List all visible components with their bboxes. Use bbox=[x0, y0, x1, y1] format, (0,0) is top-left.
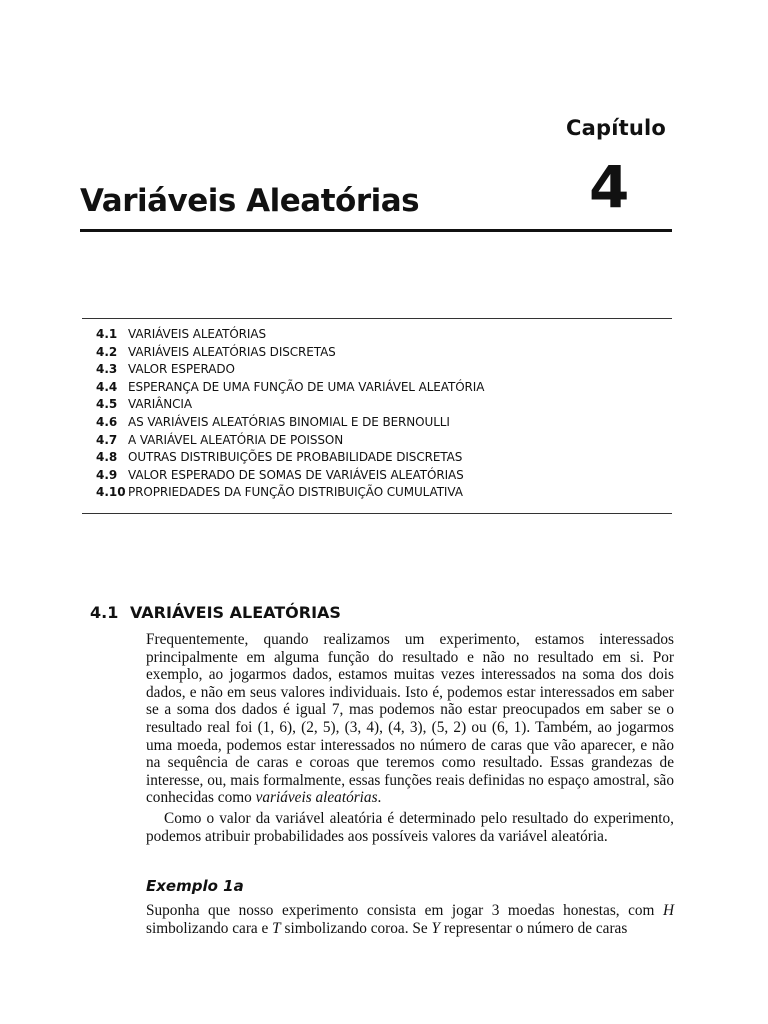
toc-item-title: AS VARIÁVEIS ALEATÓRIAS BINOMIAL E DE BERNOULLI bbox=[128, 414, 450, 429]
toc-item-title: PROPRIEDADES DA FUNÇÃO DISTRIBUIÇÃO CUMULATIVA bbox=[128, 485, 463, 500]
title-rule bbox=[80, 229, 672, 232]
chapter-label: Capítulo bbox=[566, 116, 667, 140]
emphasized-term: variáveis aleatórias bbox=[255, 789, 378, 807]
section-number: 4.1 bbox=[90, 603, 119, 622]
toc-item-number: 4.4 bbox=[96, 379, 118, 394]
example-paragraph bbox=[146, 902, 674, 937]
toc-item-number: 4.3 bbox=[96, 362, 118, 377]
toc-item bbox=[96, 414, 672, 432]
toc-item-title: VARIÂNCIA bbox=[128, 397, 192, 412]
paragraph-text: Frequentemente, quando realizamos um experimento, estamos interessados principalmente em alguma função do resultado e não no resultado em si. Por exemplo, ao jogarmos dados, estamos muitas vezes interessados na soma dos dois dados, e não em seus valores individuais. Isto é, podemos estar interessados em saber se a soma dos dados é igual 7, mas podemos não estar preocupados em saber se o resultado real foi (1, 6), (2, 5), (3, 4), (4, 3), (5, 2) ou (6, 1). Também, ao jogarmos uma moeda, podemos estar interessados no número de caras que vão aparecer, e não na sequência de caras e coroas que teremos como resultado. Essas grandezas de interesse, ou, mais formalmente, essas funções reais definidas no espaço amostral, são conhecidas como bbox=[146, 631, 674, 807]
toc-item bbox=[96, 344, 672, 362]
chapter-title: Variáveis Aleatórias bbox=[80, 183, 420, 219]
toc-item-number: 4.6 bbox=[96, 414, 118, 429]
paragraph-text: . bbox=[377, 789, 382, 807]
paragraph-text: simbolizando coroa. Se bbox=[280, 919, 432, 937]
toc-item bbox=[96, 467, 672, 485]
toc-item-number: 4.7 bbox=[96, 432, 118, 447]
chapter-number: 4 bbox=[589, 153, 630, 221]
math-variable: T bbox=[272, 919, 281, 937]
toc-item bbox=[96, 361, 672, 379]
toc-item-number: 4.5 bbox=[96, 397, 118, 412]
toc-item-title: OUTRAS DISTRIBUIÇÕES DE PROBABILIDADE DISCRETAS bbox=[128, 450, 463, 465]
toc-item-title: VARIÁVEIS ALEATÓRIAS bbox=[128, 327, 266, 341]
toc-item-title: ESPERANÇA DE UMA FUNÇÃO DE UMA VARIÁVEL ALEATÓRIA bbox=[128, 379, 485, 394]
toc-item-number: 4.8 bbox=[96, 450, 118, 465]
section-title: VARIÁVEIS ALEATÓRIAS bbox=[130, 603, 341, 622]
toc-item-number: 4.1 bbox=[96, 327, 118, 341]
toc-item bbox=[96, 326, 672, 344]
toc-item-title: VARIÁVEIS ALEATÓRIAS DISCRETAS bbox=[128, 344, 336, 359]
section-heading bbox=[90, 603, 341, 622]
toc-item bbox=[96, 484, 672, 502]
paragraph-text: simbolizando cara e bbox=[146, 919, 273, 937]
chapter-contents-box bbox=[82, 318, 672, 514]
body-paragraph: Como o valor da variável aleatória é determinado pelo resultado do experimento, podemos atribuir probabilidades aos possíveis valores da variável aleatória. bbox=[146, 810, 674, 845]
example-heading: Exemplo 1a bbox=[146, 877, 244, 895]
toc-item-title: A VARIÁVEL ALEATÓRIA DE POISSON bbox=[128, 432, 344, 447]
toc-item-title: VALOR ESPERADO DE SOMAS DE VARIÁVEIS ALEATÓRIAS bbox=[128, 467, 464, 482]
toc-item-number: 4.9 bbox=[96, 467, 118, 482]
toc-item-number: 4.2 bbox=[96, 344, 118, 359]
paragraph-text: Suponha que nosso experimento consista em jogar 3 moedas honestas, com bbox=[146, 902, 663, 919]
toc-item-title: VALOR ESPERADO bbox=[128, 362, 235, 377]
toc-item-number: 4.10 bbox=[96, 485, 126, 500]
toc-item bbox=[96, 379, 672, 397]
toc-item bbox=[96, 396, 672, 414]
body-paragraph bbox=[146, 631, 674, 807]
toc-item bbox=[96, 449, 672, 467]
paragraph-text: representar o número de caras bbox=[440, 919, 628, 937]
math-variable: H bbox=[662, 902, 674, 919]
toc-item bbox=[96, 432, 672, 450]
math-variable: Y bbox=[431, 919, 440, 937]
